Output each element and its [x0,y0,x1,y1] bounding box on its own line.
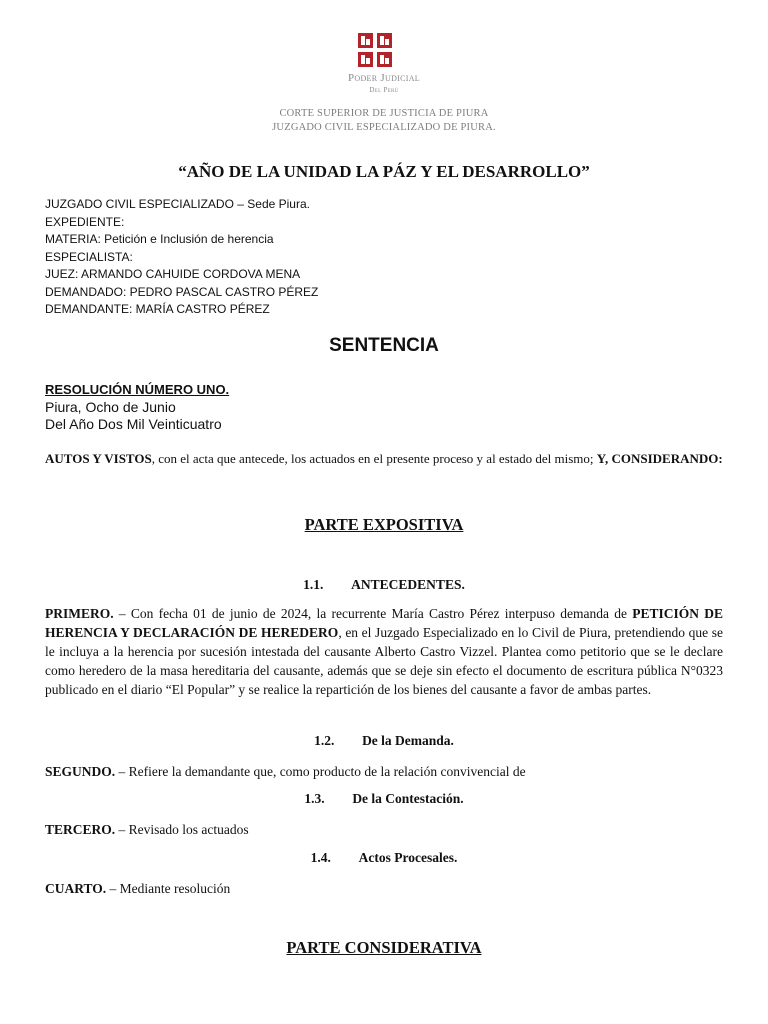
paragraph-text: , en el Juzgado Especializado en lo Civil de Piura, pretendiendo que se le incluya a la herencia por sucesión intestada del causante Alberto Castro Vizzel. Plantea como petitorio que se le declare como heredero de la masa hereditaria del causante, además que se deje sin efecto el documento de escritura pública N°0323 publicado en el diario “El Popular” y se realice la repartición de los bienes del causante a favor de ambas partes. [45,625,723,697]
paragraph-text: – Refiere la demandante que, como producto de la relación convivencial de [115,764,526,779]
subsection-number: 1.1. [303,577,324,592]
subsection-contestacion [0,791,768,807]
paragraph-text: – Mediante resolución [106,881,231,896]
paragraph-lead: PRIMERO. [45,606,114,621]
paragraph-segundo [45,762,723,781]
subsection-title: Actos Procesales. [358,850,458,865]
subsection-antecedentes [0,577,768,593]
subsection-number: 1.4. [310,850,331,865]
year-motto: “AÑO DE LA UNIDAD LA PÁZ Y EL DESARROLLO” [178,162,590,181]
autos-text: , con el acta que antecede, los actuados en el presente proceso y al estado del mismo; [151,451,597,466]
case-header-juez: JUEZ: ARMANDO CAHUIDE CORDOVA MENA [45,267,301,281]
paragraph-text: – Revisado los actuados [115,822,249,837]
case-header [45,196,318,319]
paragraph-lead: TERCERO. [45,822,116,837]
court-division: JUZGADO CIVIL ESPECIALIZADO DE PIURA. [272,122,496,133]
resolution-place-date: Piura, Ocho de Junio [45,399,176,415]
resolution-year: Del Año Dos Mil Veinticuatro [45,416,222,432]
paragraph-cuarto [45,879,723,898]
subsection-title: De la Demanda. [362,733,454,748]
subsection-number: 1.2. [314,733,335,748]
resolution-number: RESOLUCIÓN NÚMERO UNO. [45,382,230,397]
subsection-demanda [0,733,768,749]
autos-paragraph [45,451,725,467]
subsection-number: 1.3. [304,791,325,806]
institution-country: Del Perú [369,86,399,94]
paragraph-emphasis: PETICIÓN DE HERENCIA Y DECLARACIÓN DE HEREDERO [45,606,723,640]
case-header-especialista: ESPECIALISTA: [45,249,133,264]
subsection-title: ANTECEDENTES. [351,577,465,592]
autos-tail: Y, CONSIDERANDO: [596,451,723,466]
paragraph-tercero [45,820,723,839]
subsection-title: De la Contestación. [352,791,464,806]
case-header-demandado: DEMANDADO: PEDRO PASCAL CASTRO PÉREZ [45,284,319,299]
autos-lead: AUTOS Y VISTOS [45,451,152,466]
section-parte-expositiva: PARTE EXPOSITIVA [304,515,464,534]
section-parte-considerativa: PARTE CONSIDERATIVA [286,938,482,957]
paragraph-lead: SEGUNDO. [45,764,116,779]
institution-name: Poder Judicial [347,72,420,84]
court-name: CORTE SUPERIOR DE JUSTICIA DE PIURA [279,108,489,119]
case-header-expediente: EXPEDIENTE: [45,214,125,229]
case-header-court: JUZGADO CIVIL ESPECIALIZADO – Sede Piura. [45,197,310,211]
case-header-materia: MATERIA: Petición e Inclusión de herencia [45,232,274,246]
paragraph-text: – Con fecha 01 de junio de 2024, la recurrente María Castro Pérez interpuso demanda de [113,606,633,621]
case-header-demandante: DEMANDANTE: MARÍA CASTRO PÉREZ [45,302,270,316]
paragraph-lead: CUARTO. [45,881,107,896]
poder-judicial-emblem-icon [355,30,395,70]
paragraph-primero [45,604,723,699]
subsection-actos-procesales [0,850,768,866]
document-title: SENTENCIA [329,335,439,356]
